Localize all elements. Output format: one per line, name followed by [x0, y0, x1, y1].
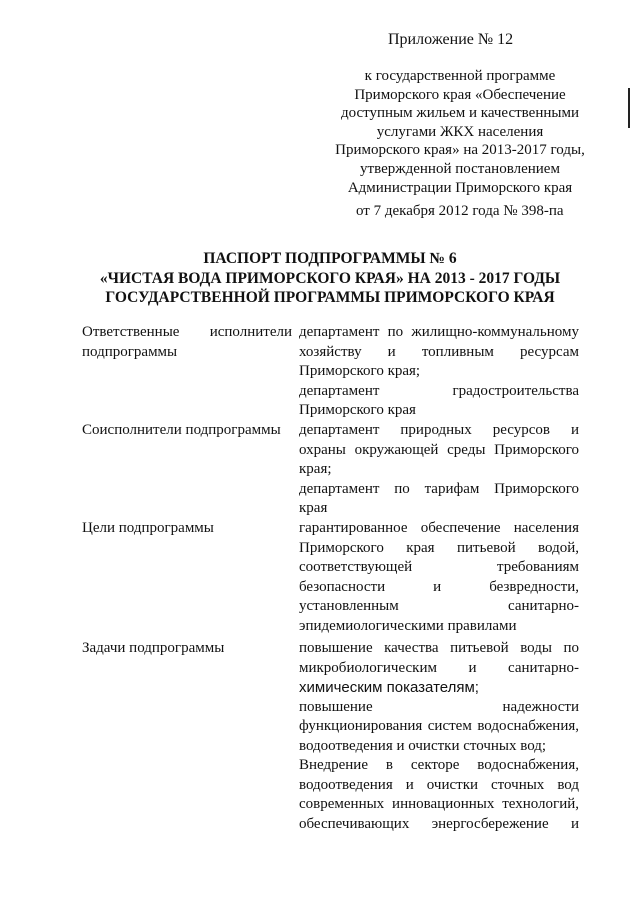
co-executors-value [299, 421, 579, 519]
value-paragraph: департамент природных ресурсов и охраны окружающей среды Приморского края; [299, 422, 579, 477]
approval-block [316, 67, 604, 197]
value-paragraph: департамент градостроительства Приморского края [299, 382, 579, 418]
appendix-number: Приложение № 12 [388, 31, 514, 48]
approval-line: Приморского края «Обеспечение [354, 86, 566, 103]
heading-line: ГОСУДАРСТВЕННОЙ ПРОГРАММЫ ПРИМОРСКОГО КРАЯ [105, 289, 555, 306]
approval-line: утвержденной постановлением [360, 160, 560, 177]
document-heading [40, 249, 620, 308]
heading-line: «ЧИСТАЯ ВОДА ПРИМОРСКОГО КРАЯ» НА 2013 - 2017 ГОДЫ [99, 269, 561, 287]
decree-date: от 7 декабря 2012 года № 398-па [356, 203, 564, 219]
tasks-value [299, 639, 579, 834]
value-paragraph: гарантированное обеспечение населения Приморского края питьевой водой, соответствующей требованиям безопасности и безвредности, установленным санитарно- эпидемиологическими правилами [299, 520, 579, 634]
value-paragraph: повышение надежности функционирования систем водоснабжения, водоотведения и очистки сточных вод; [299, 698, 579, 754]
value-paragraph: повышение качества питьевой воды по микробиологическим и санитарно- химическим показателям; [299, 640, 579, 696]
heading-line: ПАСПОРТ ПОДПРОГРАММЫ № 6 [203, 250, 457, 267]
approval-line: Приморского края» на 2013-2017 годы, [335, 142, 585, 159]
responsible-executors-label: Ответственные исполнители подпрограммы [82, 324, 292, 360]
margin-mark [628, 88, 630, 128]
goals-value [299, 519, 579, 636]
approval-line: Администрации Приморского края [347, 179, 573, 196]
responsible-executors-value [299, 323, 579, 421]
value-paragraph: департамент по жилищно-коммунальному хозяйству и топливным ресурсам Приморского края; [299, 324, 579, 379]
value-paragraph: Внедрение в секторе водоснабжения, водоотведения и очистки сточных вод современных инновационных технологий, обеспечивающих энергосбережение и [299, 757, 579, 832]
tasks-label: Задачи подпрограммы [82, 640, 225, 656]
approval-line: доступным жильем и качественными [340, 105, 579, 122]
co-executors-label: Соисполнители подпрограммы [82, 422, 281, 438]
approval-line: услугами ЖКХ населения [376, 123, 544, 140]
approval-line: к государственной программе [364, 68, 556, 84]
goals-label: Цели подпрограммы [82, 520, 214, 536]
value-paragraph: департамент по тарифам Приморского края [299, 480, 579, 516]
